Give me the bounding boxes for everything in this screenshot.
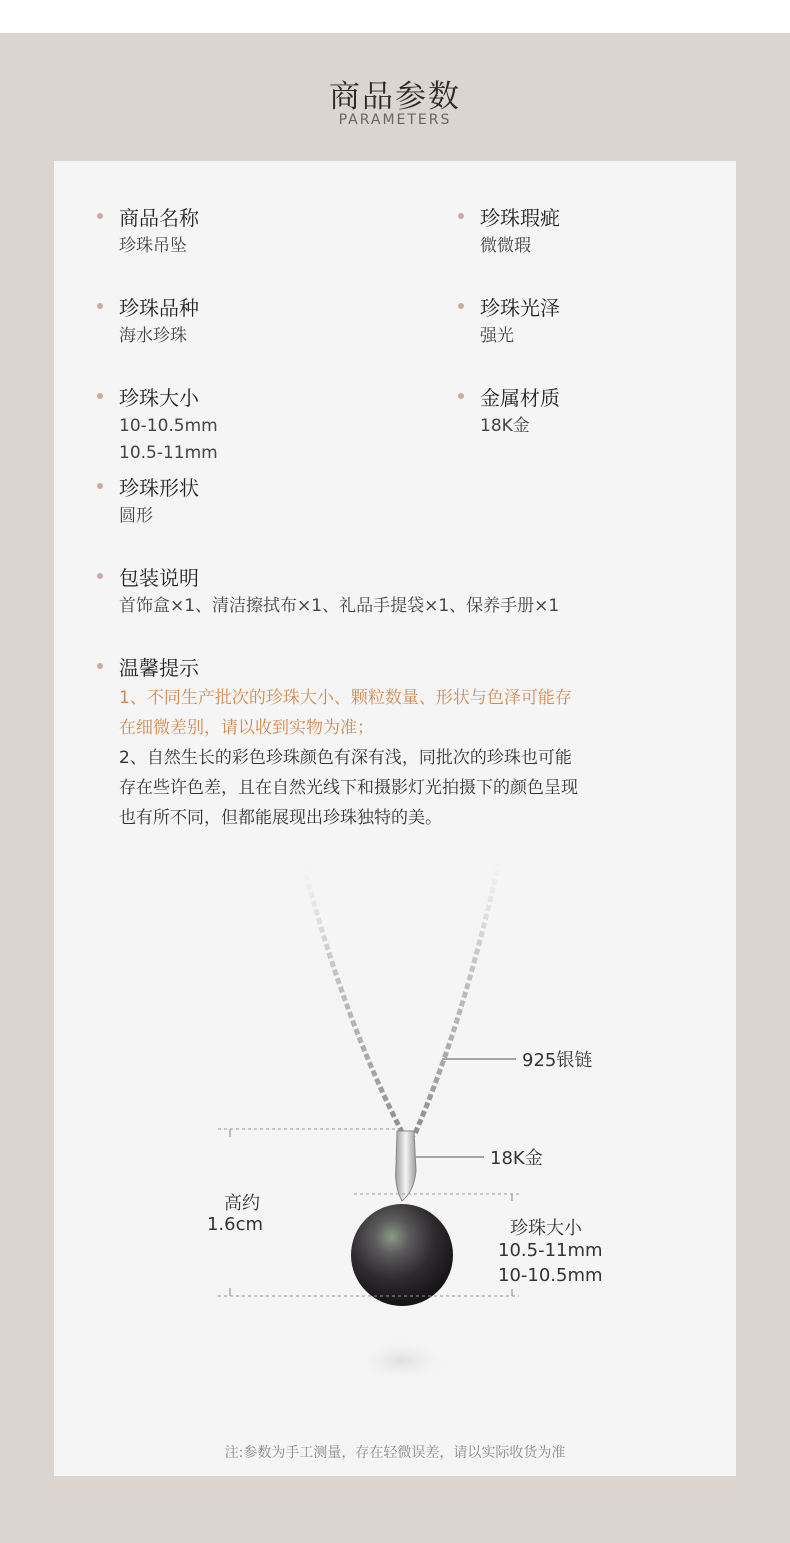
size-label: 珍珠大小 bbox=[510, 1218, 582, 1239]
param-value: 强光 bbox=[480, 326, 514, 346]
pendant-illustration bbox=[54, 161, 736, 1476]
param-label: 珍珠品种 bbox=[119, 296, 199, 320]
param-value: 首饰盒×1、清洁擦拭布×1、礼品手提袋×1、保养手册×1 bbox=[119, 596, 560, 616]
param-label: 商品名称 bbox=[119, 206, 199, 230]
param-value: 圆形 bbox=[119, 506, 153, 526]
param-label: 珍珠瑕疵 bbox=[480, 206, 560, 230]
chain-right bbox=[414, 861, 499, 1136]
bail-label: 18K金 bbox=[490, 1148, 543, 1169]
parameters-card bbox=[54, 161, 736, 1476]
param-value: 10.5-11mm bbox=[119, 443, 218, 463]
notes-label: 温馨提示 bbox=[119, 656, 199, 680]
page-subtitle: PARAMETERS bbox=[338, 112, 452, 128]
bail-icon bbox=[396, 1131, 416, 1201]
param-label: 包装说明 bbox=[119, 566, 199, 590]
chain-left bbox=[304, 866, 404, 1136]
size-value-2: 10-10.5mm bbox=[498, 1265, 603, 1286]
note-1-line: 在细微差别，请以收到实物为准； bbox=[119, 718, 374, 738]
note-2-line: 也有所不同，但都能展现出珍珠独特的美。 bbox=[119, 808, 442, 828]
param-value: 微微瑕 bbox=[480, 236, 531, 256]
note-1-line: 1、不同生产批次的珍珠大小、颗粒数量、形状与色泽可能存 bbox=[119, 688, 572, 708]
param-value: 18K金 bbox=[480, 416, 530, 436]
page-background bbox=[0, 33, 790, 1543]
param-value: 10-10.5mm bbox=[119, 416, 218, 436]
note-2-line: 2、自然生长的彩色珍珠颜色有深有浅，同批次的珍珠也可能 bbox=[119, 748, 572, 768]
page-title: 商品参数 bbox=[329, 79, 461, 115]
footnote: 注:参数为手工测量，存在轻微误差，请以实际收货为准 bbox=[224, 1445, 566, 1461]
param-label: 珍珠形状 bbox=[119, 476, 199, 500]
height-value: 1.6cm bbox=[206, 1214, 264, 1235]
height-label: 高约 bbox=[224, 1193, 260, 1214]
pearl-reflection bbox=[354, 1339, 450, 1383]
pearl-icon bbox=[351, 1204, 453, 1306]
param-label: 金属材质 bbox=[480, 386, 560, 410]
param-label: 珍珠大小 bbox=[119, 386, 199, 410]
param-value: 海水珍珠 bbox=[119, 326, 187, 346]
size-value-1: 10.5-11mm bbox=[498, 1240, 603, 1261]
note-2-line: 存在些许色差，且在自然光线下和摄影灯光拍摄下的颜色呈现 bbox=[119, 778, 578, 798]
chain-label: 925银链 bbox=[522, 1050, 593, 1071]
param-label: 珍珠光泽 bbox=[480, 296, 560, 320]
param-value: 珍珠吊坠 bbox=[119, 236, 187, 256]
